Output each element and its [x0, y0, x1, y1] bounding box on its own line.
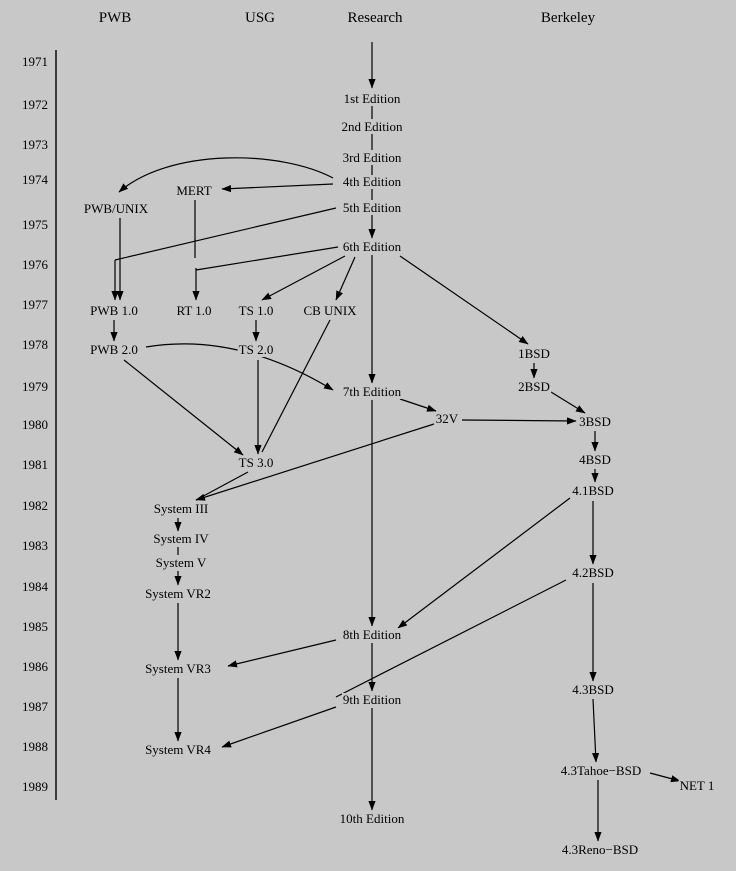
node-4-3reno-bsd: 4.3Reno−BSD	[561, 842, 639, 857]
node-ts-3-0: TS 3.0	[238, 455, 274, 470]
node-4-3bsd: 4.3BSD	[572, 682, 614, 697]
node-3rd-edition: 3rd Edition	[342, 150, 402, 165]
column-header-research: Research	[347, 10, 403, 26]
year-label: 1977	[22, 297, 48, 312]
node-mert: MERT	[176, 183, 212, 198]
node-3bsd: 3BSD	[579, 414, 611, 429]
year-label: 1981	[22, 457, 48, 472]
node-4th-edition: 4th Edition	[342, 174, 402, 189]
node-1st-edition: 1st Edition	[343, 91, 401, 106]
year-label: 1987	[22, 699, 48, 714]
node-10th-edition: 10th Edition	[339, 811, 405, 826]
node-ts-2-0: TS 2.0	[238, 342, 274, 357]
node-pwb-unix: PWB/UNIX	[83, 201, 149, 216]
node-4bsd: 4BSD	[579, 452, 611, 467]
year-label: 1974	[22, 172, 48, 187]
node-pwb-2-0: PWB 2.0	[90, 342, 138, 357]
year-label: 1980	[22, 417, 48, 432]
node-pwb-1-0: PWB 1.0	[90, 303, 138, 318]
year-label: 1973	[22, 137, 48, 152]
node-6th-edition: 6th Edition	[342, 239, 402, 254]
node-5th-edition: 5th Edition	[342, 200, 402, 215]
node-2nd-edition: 2nd Edition	[341, 119, 403, 134]
node-7th-edition: 7th Edition	[342, 384, 402, 399]
year-label: 1989	[22, 779, 48, 794]
year-label: 1979	[22, 379, 48, 394]
node-32v: 32V	[435, 411, 459, 426]
year-label: 1971	[22, 54, 48, 69]
node-2bsd: 2BSD	[518, 379, 550, 394]
node-system-v: System V	[155, 555, 207, 570]
column-header-berkeley: Berkeley	[540, 10, 596, 26]
column-header-usg: USG	[244, 10, 276, 26]
year-label: 1983	[22, 538, 48, 553]
node-system-vr2: System VR2	[145, 586, 211, 601]
year-label: 1985	[22, 619, 48, 634]
year-label: 1972	[22, 97, 48, 112]
node-net-1: NET 1	[679, 778, 715, 793]
year-label: 1975	[22, 217, 48, 232]
node-8th-edition: 8th Edition	[342, 627, 402, 642]
node-1bsd: 1BSD	[518, 346, 550, 361]
year-label: 1986	[22, 659, 48, 674]
node-system-iii: System III	[153, 501, 209, 516]
node-9th-edition: 9th Edition	[342, 692, 402, 707]
node-ts-1-0: TS 1.0	[238, 303, 274, 318]
node-rt-1-0: RT 1.0	[176, 303, 212, 318]
node-4-1bsd: 4.1BSD	[572, 483, 614, 498]
node-4-2bsd: 4.2BSD	[572, 565, 614, 580]
node-system-vr4: System VR4	[145, 742, 211, 757]
node-system-vr3: System VR3	[145, 661, 211, 676]
year-label: 1984	[22, 579, 48, 594]
node-cb-unix: CB UNIX	[303, 303, 357, 318]
year-label: 1982	[22, 498, 48, 513]
node-4-3tahoe-bsd: 4.3Tahoe−BSD	[560, 763, 642, 778]
year-label: 1988	[22, 739, 48, 754]
year-label: 1976	[22, 257, 48, 272]
column-header-pwb: PWB	[98, 10, 132, 26]
node-system-iv: System IV	[153, 531, 209, 546]
year-label: 1978	[22, 337, 48, 352]
